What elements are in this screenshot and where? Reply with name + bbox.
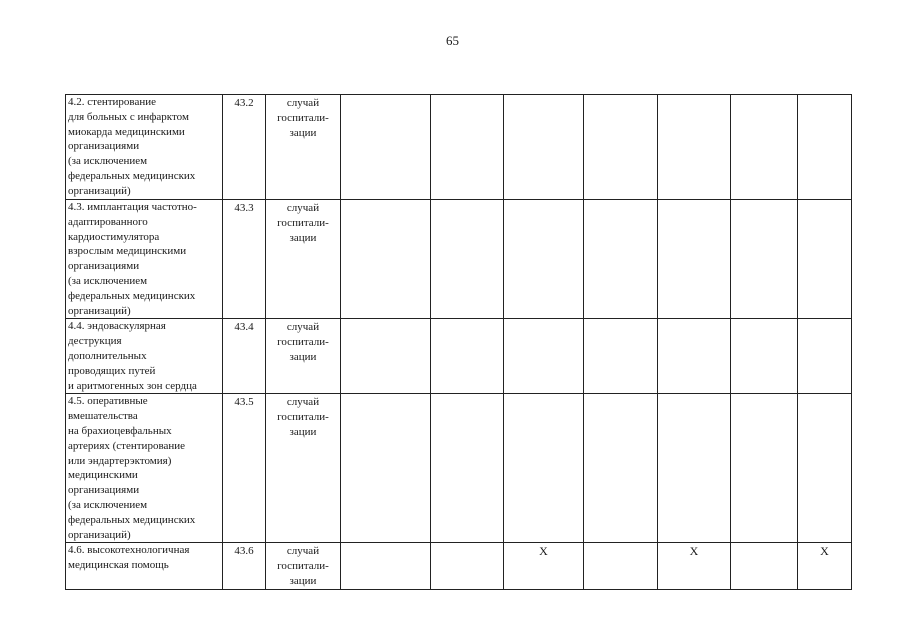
row-unit-line: зации	[289, 574, 317, 587]
row-name-line: 4.4. эндоваскулярная	[68, 320, 166, 333]
row-name-line: организаций)	[68, 304, 131, 317]
data-cell	[731, 543, 798, 589]
data-cell	[584, 319, 658, 394]
cell-value: X	[689, 544, 699, 559]
row-name-line: федеральных медицинских	[68, 289, 196, 302]
row-name-line: федеральных медицинских	[68, 513, 196, 526]
data-cell	[584, 394, 658, 543]
row-name-line: на брахиоцевфальных	[68, 424, 172, 437]
row-number-cell: 43.5	[223, 394, 266, 543]
row-name-line: 4.5. оперативные	[68, 395, 148, 408]
indicators-table	[65, 94, 852, 590]
row-name-line: медицинская помощь	[68, 559, 169, 572]
data-cell	[658, 394, 731, 543]
data-cell	[731, 394, 798, 543]
data-cell	[431, 543, 504, 589]
row-name-line: организаций)	[68, 184, 131, 197]
row-unit-cell	[266, 319, 341, 394]
row-name-line: медицинскими	[68, 469, 138, 482]
row-unit-line: зации	[289, 231, 317, 244]
data-cell	[658, 200, 731, 319]
row-number-cell: 43.6	[223, 543, 266, 589]
row-number-cell: 43.4	[223, 319, 266, 394]
row-unit-line: случай	[286, 97, 320, 109]
data-cell	[504, 319, 584, 394]
row-name-cell	[66, 543, 223, 589]
data-cell	[504, 543, 584, 589]
row-unit-line: госпитали-	[277, 336, 329, 349]
data-cell	[798, 95, 852, 200]
row-name-cell	[66, 95, 223, 200]
data-cell	[341, 95, 431, 200]
row-unit-line: госпитали-	[277, 411, 329, 424]
row-number-cell: 43.2	[223, 95, 266, 200]
data-cell	[341, 543, 431, 589]
row-name-line: миокарда медицинскими	[68, 125, 185, 138]
data-cell	[584, 95, 658, 200]
row-unit-line: случай	[286, 396, 320, 409]
row-name-line: федеральных медицинских	[68, 169, 196, 182]
row-name-line: организациями	[68, 140, 140, 153]
data-cell	[731, 200, 798, 319]
data-cell	[731, 95, 798, 200]
table-row	[66, 319, 852, 394]
row-name-cell	[66, 394, 223, 543]
row-name-line: организациями	[68, 260, 140, 273]
row-name-line: деструкция	[68, 335, 122, 348]
table-row	[66, 394, 852, 543]
row-name-line: (за исключением	[68, 498, 148, 511]
row-unit-line: случай	[286, 545, 320, 558]
row-name-line: кардиостимулятора	[68, 230, 160, 243]
page-number: 65	[446, 33, 459, 48]
data-cell	[431, 319, 504, 394]
table-row	[66, 95, 852, 200]
row-name-line: дополнительных	[68, 349, 147, 362]
row-unit-line: зации	[289, 126, 317, 139]
data-cell	[341, 394, 431, 543]
table-row	[66, 543, 852, 589]
row-unit-cell	[266, 200, 341, 319]
row-unit-line: зации	[289, 425, 317, 438]
row-number-cell: 43.3	[223, 200, 266, 319]
data-cell	[341, 200, 431, 319]
row-name-line: и аритмогенных зон сердца	[68, 379, 197, 392]
row-name-line: проводящих путей	[68, 364, 156, 377]
data-cell	[658, 95, 731, 200]
data-cell	[431, 200, 504, 319]
row-name-line: для больных с инфарктом	[68, 110, 189, 123]
row-name-line: артериях (стентирование	[68, 439, 186, 452]
row-unit-line: случай	[286, 202, 320, 214]
row-name-line: взрослым медицинскими	[68, 245, 187, 258]
data-cell	[584, 543, 658, 589]
row-name-line: или эндартерэктомия)	[68, 454, 172, 467]
row-name-line: организаций)	[68, 528, 131, 541]
data-cell	[798, 543, 852, 589]
data-cell	[504, 95, 584, 200]
data-cell	[504, 200, 584, 319]
cell-value: X	[820, 544, 829, 559]
data-cell	[798, 200, 852, 319]
data-cell	[658, 319, 731, 394]
data-cell	[341, 319, 431, 394]
row-name-line: организациями	[68, 484, 140, 497]
row-unit-cell	[266, 95, 341, 200]
row-name-line: 4.2. стентирование	[68, 96, 156, 108]
data-cell	[798, 394, 852, 543]
row-name-line: вмешательства	[68, 410, 138, 423]
row-unit-line: госпитали-	[277, 216, 329, 229]
data-cell	[584, 200, 658, 319]
row-unit-line: госпитали-	[277, 560, 329, 573]
row-unit-line: случай	[286, 321, 320, 334]
table-row	[66, 200, 852, 319]
data-cell	[658, 543, 731, 589]
cell-value: X	[539, 544, 548, 559]
row-name-cell	[66, 200, 223, 319]
data-cell	[431, 394, 504, 543]
data-cell	[798, 319, 852, 394]
row-name-line: (за исключением	[68, 274, 148, 287]
row-unit-line: госпитали-	[277, 111, 329, 124]
row-name-cell	[66, 319, 223, 394]
row-name-line: адаптированного	[68, 215, 148, 228]
row-name-line: 4.3. имплантация частотно-	[68, 201, 197, 213]
row-unit-line: зации	[289, 350, 317, 363]
data-cell	[731, 319, 798, 394]
row-name-line: 4.6. высокотехнологичная	[68, 544, 190, 557]
data-cell	[431, 95, 504, 200]
row-name-line: (за исключением	[68, 155, 148, 168]
data-cell	[504, 394, 584, 543]
row-unit-cell	[266, 543, 341, 589]
row-unit-cell	[266, 394, 341, 543]
